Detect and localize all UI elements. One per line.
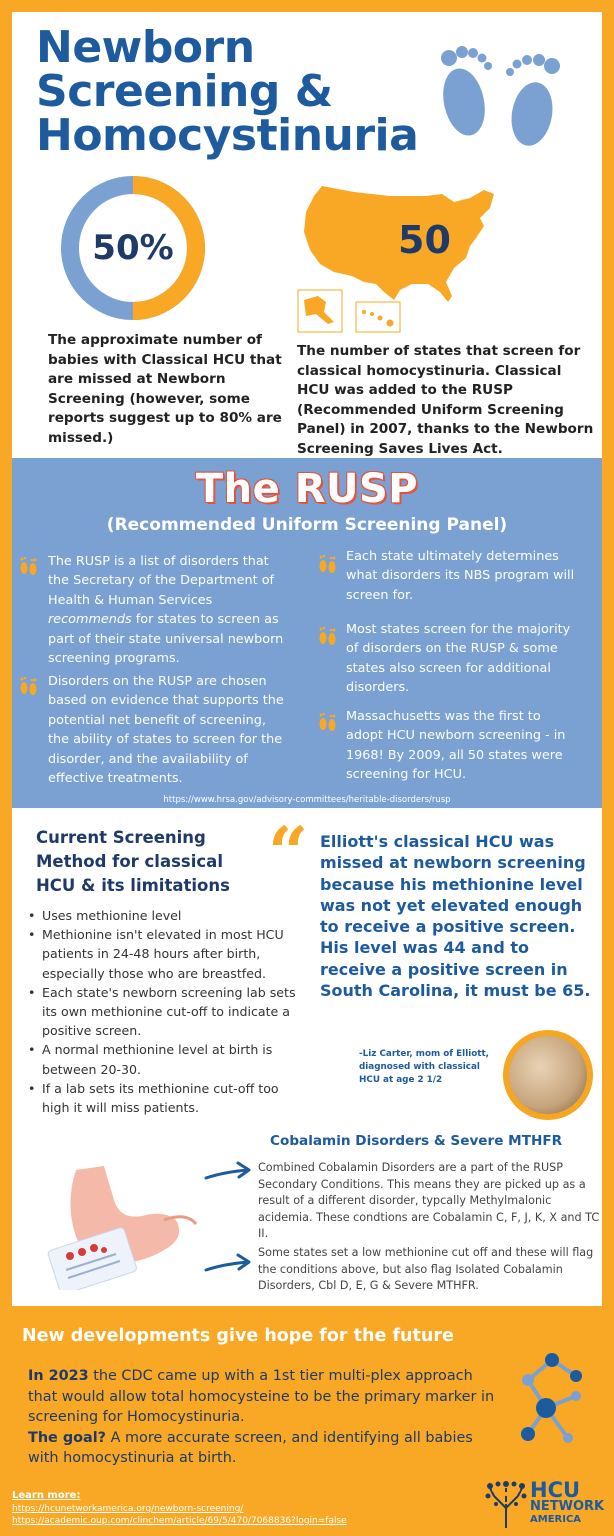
rusp-subtitle: (Recommended Uniform Screening Panel) bbox=[106, 515, 508, 535]
quote-mark-icon: “ bbox=[268, 811, 309, 894]
cobalamin-title: Cobalamin Disorders & Severe MTHFR bbox=[270, 1133, 563, 1149]
hcu-network-logo-text: HCU NETWORK AMERICA bbox=[530, 1478, 605, 1525]
missed-percent-description: The approximate number of babies with Classical HCU that are missed at Newborn Screening (however, some reports suggest up to 80% are missed.) bbox=[48, 332, 282, 446]
learn-more-links bbox=[12, 1490, 347, 1528]
cobalamin-item-1: Combined Cobalamin Disorders are a part of the RUSP Secondary Conditions. This means they are picked up as a result of a different disorder, typcally Methylmalonic acidemia. These condtions are Cobalamin C, F, J, K, X and TC II. bbox=[258, 1161, 600, 1240]
quote-attribution: -Liz Carter, mom of Elliott, diagnosed with classical HCU at age 2 1/2 bbox=[359, 1049, 490, 1085]
rusp-item-5: Massachusetts was the first to adopt HCU newborn screening - in 1968! By 2009, all 50 states were screening for HCU. bbox=[346, 709, 566, 783]
testimonial-quote: Elliott's classical HCU was missed at newborn screening because his methionine level was not yet elevated enough to receive a positive screen. His level was 44 and to receive a positive screen in South Carolina, it must be 65. bbox=[320, 832, 591, 1001]
rusp-item-2: Disorders on the RUSP are chosen based on evidence that supports the potential net benefit of screening, the ability of states to screen for the disorder, and the availability of effective treatments. bbox=[48, 674, 284, 787]
molecule-icon bbox=[506, 1346, 596, 1456]
rusp-item-4: Most states screen for the majority of disorders on the RUSP & some states also screen for additional disorders. bbox=[346, 622, 571, 696]
learn-more-label: Learn more: bbox=[12, 1490, 81, 1501]
testimonial-photo bbox=[509, 1036, 587, 1114]
page-title bbox=[36, 22, 419, 161]
learn-more-link-2[interactable]: https://academic.oup.com/clinchem/article/69/5/470/7068836?login=false bbox=[12, 1516, 347, 1526]
rusp-section bbox=[12, 458, 602, 808]
footprint-icon bbox=[317, 710, 339, 732]
title-line-3: Homocystinuria bbox=[36, 110, 419, 161]
new-developments-body: In 2023 the CDC came up with a 1st tier multi-plex approach that would allow total homocysteine to be the primary marker in screening for Homocystinuria. The goal? A more accurate screen, and identifying all babies with homocystinuria at birth. bbox=[28, 1368, 495, 1467]
missed-percent-value: 50% bbox=[92, 228, 174, 268]
states-count-value: 50 bbox=[398, 218, 451, 262]
arrow-right-icon bbox=[204, 1252, 254, 1276]
footprint-icon bbox=[18, 554, 40, 576]
list-item: • Methionine isn't elevated in most HCU patients in 24-48 hours after birth, especially those who are breastfed. bbox=[26, 925, 306, 983]
method-title: Current Screening Method for classical HCU & its limitations bbox=[36, 828, 230, 895]
title-line-2: Screening & bbox=[36, 66, 333, 117]
title-line-1: Newborn bbox=[36, 22, 255, 73]
list-item: • Uses methionine level bbox=[26, 906, 306, 925]
cobalamin-item-2: Some states set a low methionine cut off and these will flag the conditions above, but also flag Isolated Cobalamin Disorders, Cbl D, E, G & Severe MTHFR. bbox=[258, 1246, 594, 1292]
footprint-icon bbox=[18, 674, 40, 696]
new-developments-heading: New developments give hope for the future bbox=[22, 1326, 454, 1346]
rusp-source-url[interactable]: https://www.hrsa.gov/advisory-committees/heritable-disorders/rusp bbox=[163, 795, 451, 805]
method-bullet-list bbox=[26, 906, 306, 1117]
hcu-network-tree-logo bbox=[484, 1478, 528, 1530]
baby-feet-icon bbox=[424, 22, 574, 162]
rusp-item-3: Each state ultimately determines what disorders its NBS program will screen for. bbox=[346, 549, 575, 603]
footprint-icon bbox=[317, 624, 339, 646]
baby-heel-prick-illustration bbox=[46, 1160, 216, 1290]
learn-more-link-1[interactable]: https://hcunetworkamerica.org/newborn-screening/ bbox=[12, 1503, 244, 1514]
states-count-description: The number of states that screen for classical homocystinuria. Classical HCU was added to the RUSP (Recommended Uniform Screening Panel) in 2007, thanks to the Newborn Screening Saves Lives Act. bbox=[297, 343, 594, 457]
rusp-item-1: The RUSP is a list of disorders that the Secretary of the Department of Health & Human Services recommends for states to screen as part of their state universal newborn screening programs. bbox=[48, 554, 284, 667]
list-item: • Each state's newborn screening lab sets its own methionine cut-off to indicate a positive screen. bbox=[26, 983, 306, 1041]
list-item: • A normal methionine level at birth is between 20-30. bbox=[26, 1040, 306, 1078]
arrow-right-icon bbox=[204, 1160, 254, 1184]
rusp-title: The RUSP bbox=[195, 466, 419, 512]
footprint-icon bbox=[317, 552, 339, 574]
list-item: • If a lab sets its methionine cut-off too high it will miss patients. bbox=[26, 1079, 306, 1117]
